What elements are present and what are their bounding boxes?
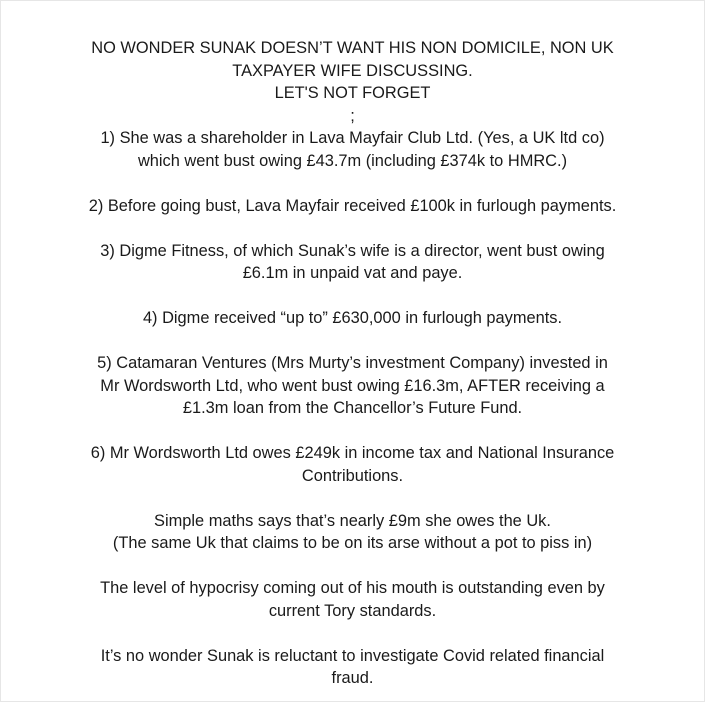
hypocrisy-line: current Tory standards. [268, 601, 437, 620]
point-line: Mr Wordsworth Ltd, who went bust owing £16.3m, AFTER receiving a [100, 376, 605, 395]
conclusion-line: It’s no wonder Sunak is reluctant to investigate Covid related financial [100, 646, 605, 665]
point-1 [21, 127, 684, 172]
point-5 [21, 352, 684, 420]
conclusion-paragraph [21, 645, 684, 690]
heading-line: TAXPAYER WIFE DISCUSSING. [232, 61, 473, 80]
point-2 [21, 195, 684, 218]
point-line: 1) She was a shareholder in Lava Mayfair Club Ltd. (Yes, a UK ltd co) [100, 129, 605, 147]
summary-paragraph [21, 510, 684, 555]
point-line: 5) Catamaran Ventures (Mrs Murty’s investment Company) invested in [97, 354, 608, 372]
point-4 [21, 307, 684, 330]
heading-line: ; [350, 106, 355, 125]
heading [21, 37, 684, 127]
summary-line: (The same Uk that claims to be on its arse without a pot to piss in) [112, 534, 593, 552]
point-line: 6) Mr Wordsworth Ltd owes £249k in income tax and National Insurance [90, 444, 615, 462]
document-body [21, 37, 684, 690]
heading-line: LET'S NOT FORGET [274, 84, 431, 102]
summary-line: Simple maths says that’s nearly £9m she owes the Uk. [154, 511, 551, 530]
conclusion-line: fraud. [331, 669, 374, 687]
point-line: 2) Before going bust, Lava Mayfair received £100k in furlough payments. [88, 196, 617, 215]
point-line: £6.1m in unpaid vat and paye. [242, 264, 463, 282]
point-line: Contributions. [301, 466, 404, 485]
point-6 [21, 442, 684, 487]
heading-line: NO WONDER SUNAK DOESN’T WANT HIS NON DOMICILE, NON UK [91, 39, 614, 57]
point-line: 4) Digme received “up to” £630,000 in furlough payments. [142, 309, 563, 327]
point-line: which went bust owing £43.7m (including £374k to HMRC.) [137, 151, 568, 170]
hypocrisy-line: The level of hypocrisy coming out of his mouth is outstanding even by [100, 579, 605, 597]
point-line: 3) Digme Fitness, of which Sunak’s wife is a director, went bust owing [100, 241, 605, 260]
hypocrisy-paragraph [21, 577, 684, 622]
point-3 [21, 240, 684, 285]
point-line: £1.3m loan from the Chancellor’s Future Fund. [182, 399, 523, 417]
